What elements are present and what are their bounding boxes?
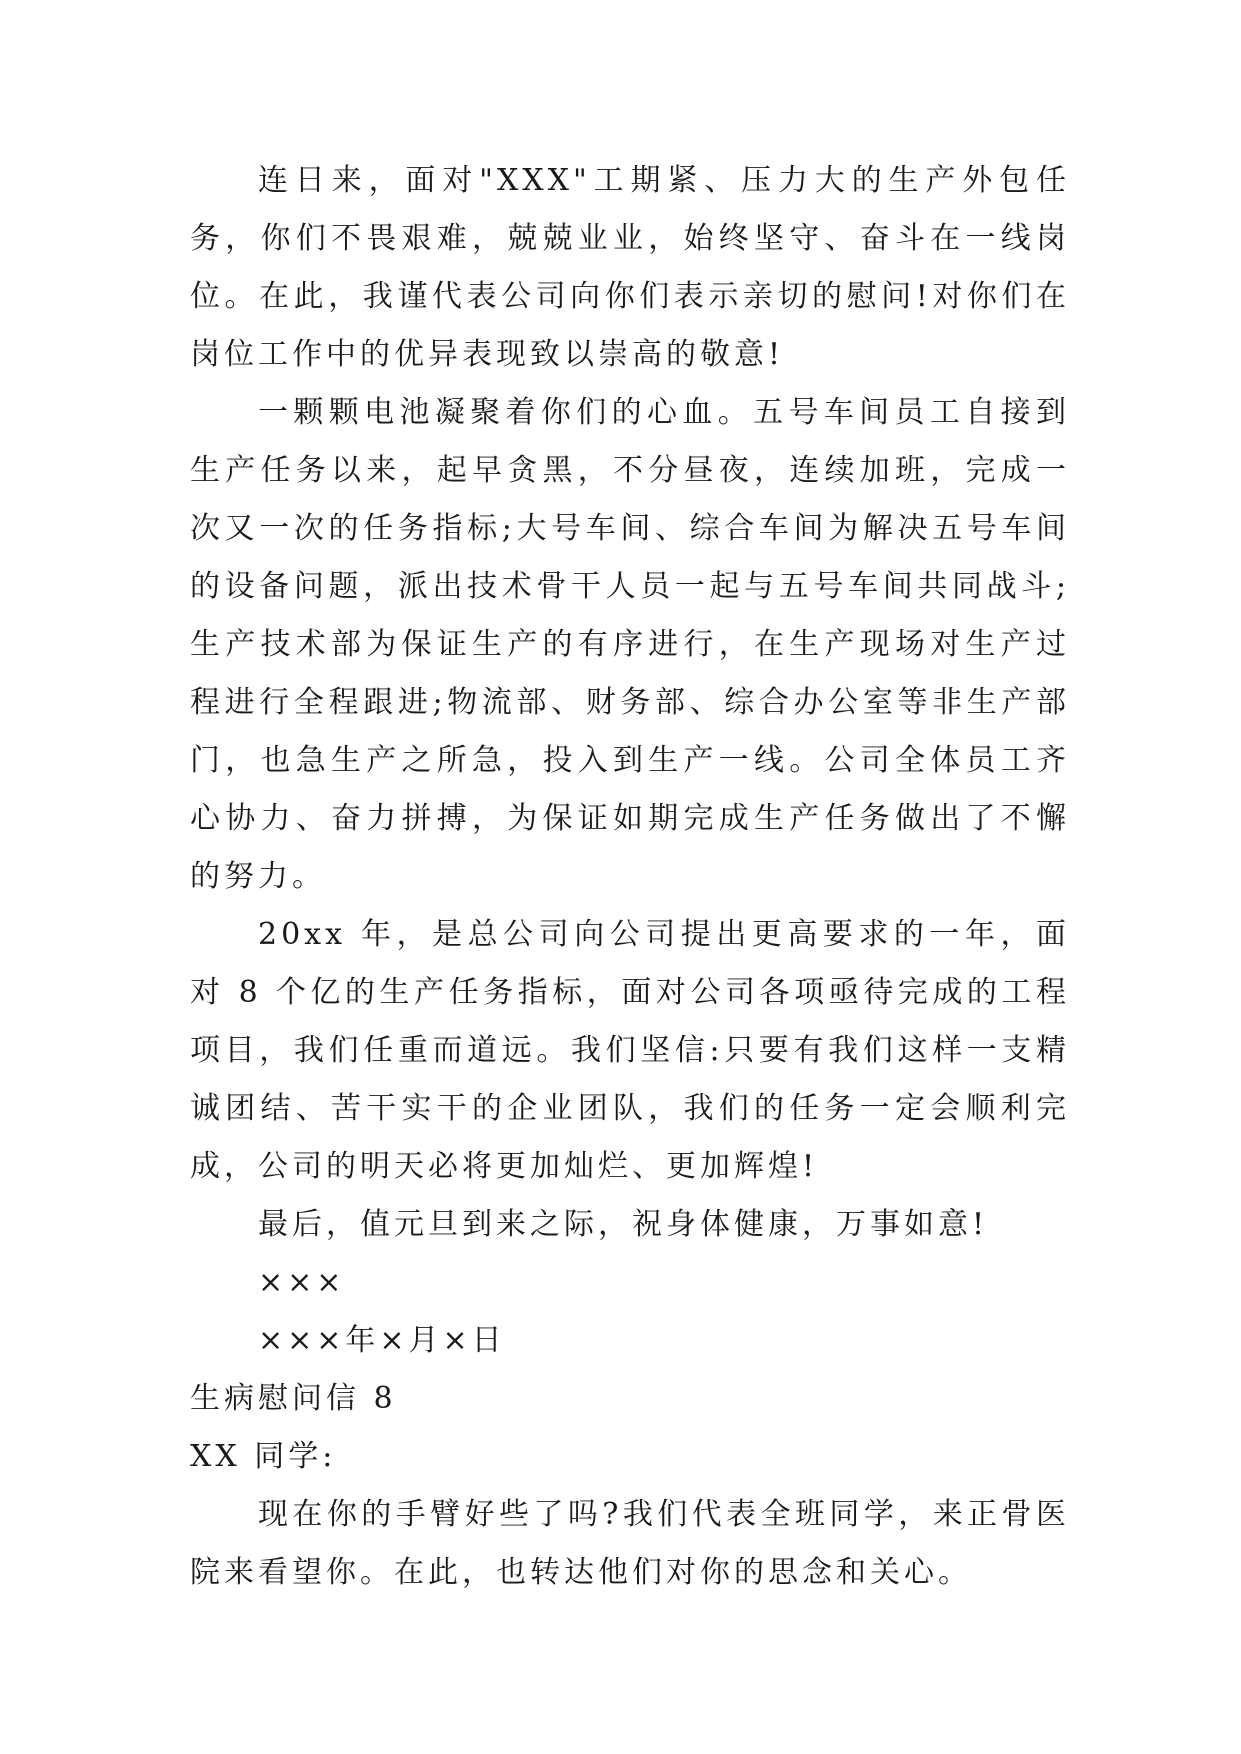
letter1-signature: ×××	[258, 1265, 346, 1300]
letter1-paragraph-1: 连日来，面对"XXX"工期紧、压力大的生产外包任务，你们不畏艰难，兢兢业业，始终坚守、奋斗在一线岗位。在此，我谨代表公司向你们表示亲切的慰问!对你们在岗位工作中的优异表现致以崇高的敬意!	[190, 163, 1070, 372]
document-page	[190, 152, 1070, 1602]
letter2-paragraph-1: 现在你的手臂好些了吗?我们代表全班同学，来正骨医院来看望你。在此，也转达他们对你的思念和关心。	[190, 1497, 1070, 1590]
letter1-paragraph-3: 20xx 年，是总公司向公司提出更高要求的一年，面对 8 个亿的生产任务指标，面对公司各项亟待完成的工程项目，我们任重而道远。我们坚信:只要有我们这样一支精诚团结、苦干实干的企业团队，我们的任务一定会顺利完成，公司的明天必将更加灿烂、更加辉煌!	[190, 917, 1070, 1184]
letter1-paragraph-4: 最后，值元旦到来之际，祝身体健康，万事如意!	[258, 1207, 989, 1242]
letter1-paragraph-2: 一颗颗电池凝聚着你们的心血。五号车间员工自接到生产任务以来，起早贪黑，不分昼夜，连续加班，完成一次又一次的任务指标;大号车间、综合车间为解决五号车间的设备问题，派出技术骨干人员一起与五号车间共同战斗;生产技术部为保证生产的有序进行，在生产现场对生产过程进行全程跟进;物流部、财务部、综合办公室等非生产部门，也急生产之所急，投入到生产一线。公司全体员工齐心协力、奋力拼搏，为保证如期完成生产任务做出了不懈的努力。	[190, 395, 1070, 894]
letter2-salutation: XX 同学:	[190, 1439, 337, 1474]
letter2-title: 生病慰问信 8	[190, 1381, 397, 1416]
letter1-date: ×××年×月×日	[258, 1323, 506, 1358]
